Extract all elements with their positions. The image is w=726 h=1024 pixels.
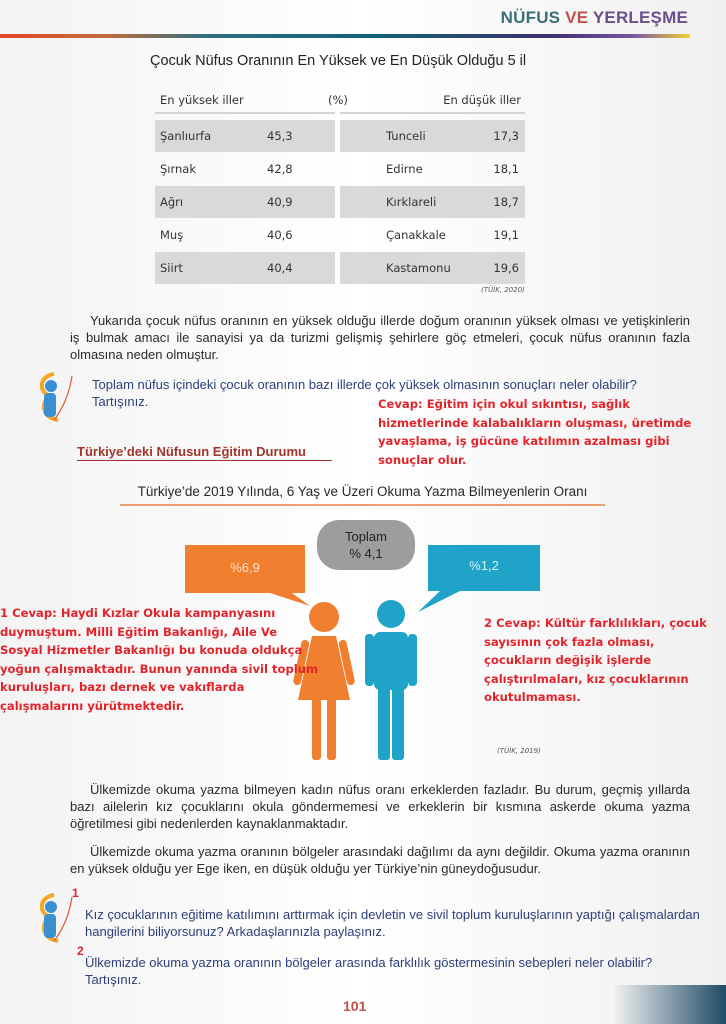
province-name: Şırnak [160,162,197,176]
table-title: Çocuk Nüfus Oranının En Yüksek ve En Düşük Olduğu 5 il [150,53,527,69]
province-value: 45,3 [267,129,293,143]
province-name: Tunceli [386,129,426,143]
table-source: (TÜİK, 2020) [481,286,525,294]
male-speech-bubble [418,545,540,612]
paragraph: Ülkemizde okuma yazma bilmeyen kadın nüfus oranı erkeklerden fazladır. Bu durum, geçmiş yıllarda bazı ailelerin kız çocuklarını okula göndermemesi ve erkeklerin bir kısmına askerde okuma yazma öğretilmesi gibi nedenlerden kaynaklanmaktadır. [70,782,690,831]
table-header-unit: (%) [328,93,348,107]
province-value: 19,6 [493,261,519,275]
answer-text-right: 2 Cevap: Kültür farklılıkları, çocuk sayısının çok fazla olması, çocukların değişik işlerde çalıştırılmaları, kız çocuklarının okutulmaması. [484,616,707,704]
section-heading: Türkiye’deki Nüfusun Eğitim Durumu [77,444,332,461]
chapter-title-word: YERLEŞME [592,8,688,27]
province-value: 40,6 [267,228,293,242]
province-name: Kırklareli [386,195,437,209]
question-number: 1 [72,886,79,900]
answer-text: Cevap: Eğitim için okul sıkıntısı, sağlık hizmetlerinde kalabalıkların oluşması, üretimde yavaşlama, iş gücüne katılımın azalması gibi sonuçlar olur. [378,397,692,467]
province-name: Şanlıurfa [160,129,212,143]
province-value: 18,7 [493,195,519,209]
female-speech-bubble [185,545,310,606]
province-value: 40,9 [267,195,293,209]
table-header-highest: En yüksek iller [160,93,244,107]
question-number: 2 [77,944,84,958]
discussion-question: Kız çocuklarının eğitime katılımını arttırmak için devletin ve sivil toplum kuruluşlarının yaptığı çalışmalardan hangilerini biliyorsunuz? Arkadaşlarınızla paylaşınız. [85,907,700,939]
discussion-question: Ülkemizde okuma yazma oranının bölgeler arasında farklılık göstermesinin sebepleri neler olabilir? Tartışınız. [85,955,653,987]
male-figure-icon [365,600,417,760]
province-value: 40,4 [267,261,293,275]
male-rate: %1,2 [469,558,499,573]
province-name: Muş [160,228,184,242]
chapter-title-word: NÜFUS [500,8,561,27]
total-value: % 4,1 [349,546,383,561]
province-value: 42,8 [267,162,293,176]
discussion-child-icon [34,893,76,943]
total-label: Toplam [345,529,387,544]
province-value: 17,3 [493,129,519,143]
province-value: 18,1 [493,162,519,176]
province-name: Çanakkale [386,228,446,242]
province-name: Kastamonu [386,261,451,275]
province-value: 19,1 [493,228,519,242]
chapter-title-word: VE [565,8,589,27]
discussion-question: Toplam nüfus içindeki çocuk oranının bazı illerde çok yüksek olmasının sonuçları neler olabilir? Tartışınız. [92,377,637,409]
table-header-lowest: En düşük iller [443,93,521,107]
infographic-source: (TÜİK, 2019) [497,747,541,755]
corner-decoration [612,985,726,1024]
page-number: 101 [343,998,367,1014]
province-name: Siirt [160,261,183,275]
paragraph: Yukarıda çocuk nüfus oranının en yüksek olduğu illerde doğum oranının yüksek olması ve yetişkinlerin iş bulmak amacı ile sanayisi ya da turizmi gelişmiş şehirlere göç etmeleri, çocuk nüfus oranının fazla olmasına neden olmuştur. [70,313,690,362]
answer-text-left: 1 Cevap: Haydi Kızlar Okula kampanyasını duymuştum. Milli Eğitim Bakanlığı, Aile Ve Sosyal Hizmetler Bakanlığı bu konuda oldukça yoğun çalışmaktadır. Bunun yanında sivil toplum kuruluşları, bazı dernek ve vakıflarda çalışmalarını yürütmektedir. [0,606,319,713]
province-name: Edirne [386,162,423,176]
female-rate: %6,9 [230,560,260,575]
province-name: Ağrı [160,195,184,209]
infographic-title: Türkiye’de 2019 Yılında, 6 Yaş ve Üzeri Okuma Yazma Bilmeyenlerin Oranı [120,484,605,506]
paragraph: Ülkemizde okuma yazma oranının bölgeler arasındaki dağılımı da aynı değildir. Okuma yazma oranının en yüksek olduğu yer Ege iken, en düşük olduğu yer Türkiye’nin güneydoğusudur. [70,844,690,876]
